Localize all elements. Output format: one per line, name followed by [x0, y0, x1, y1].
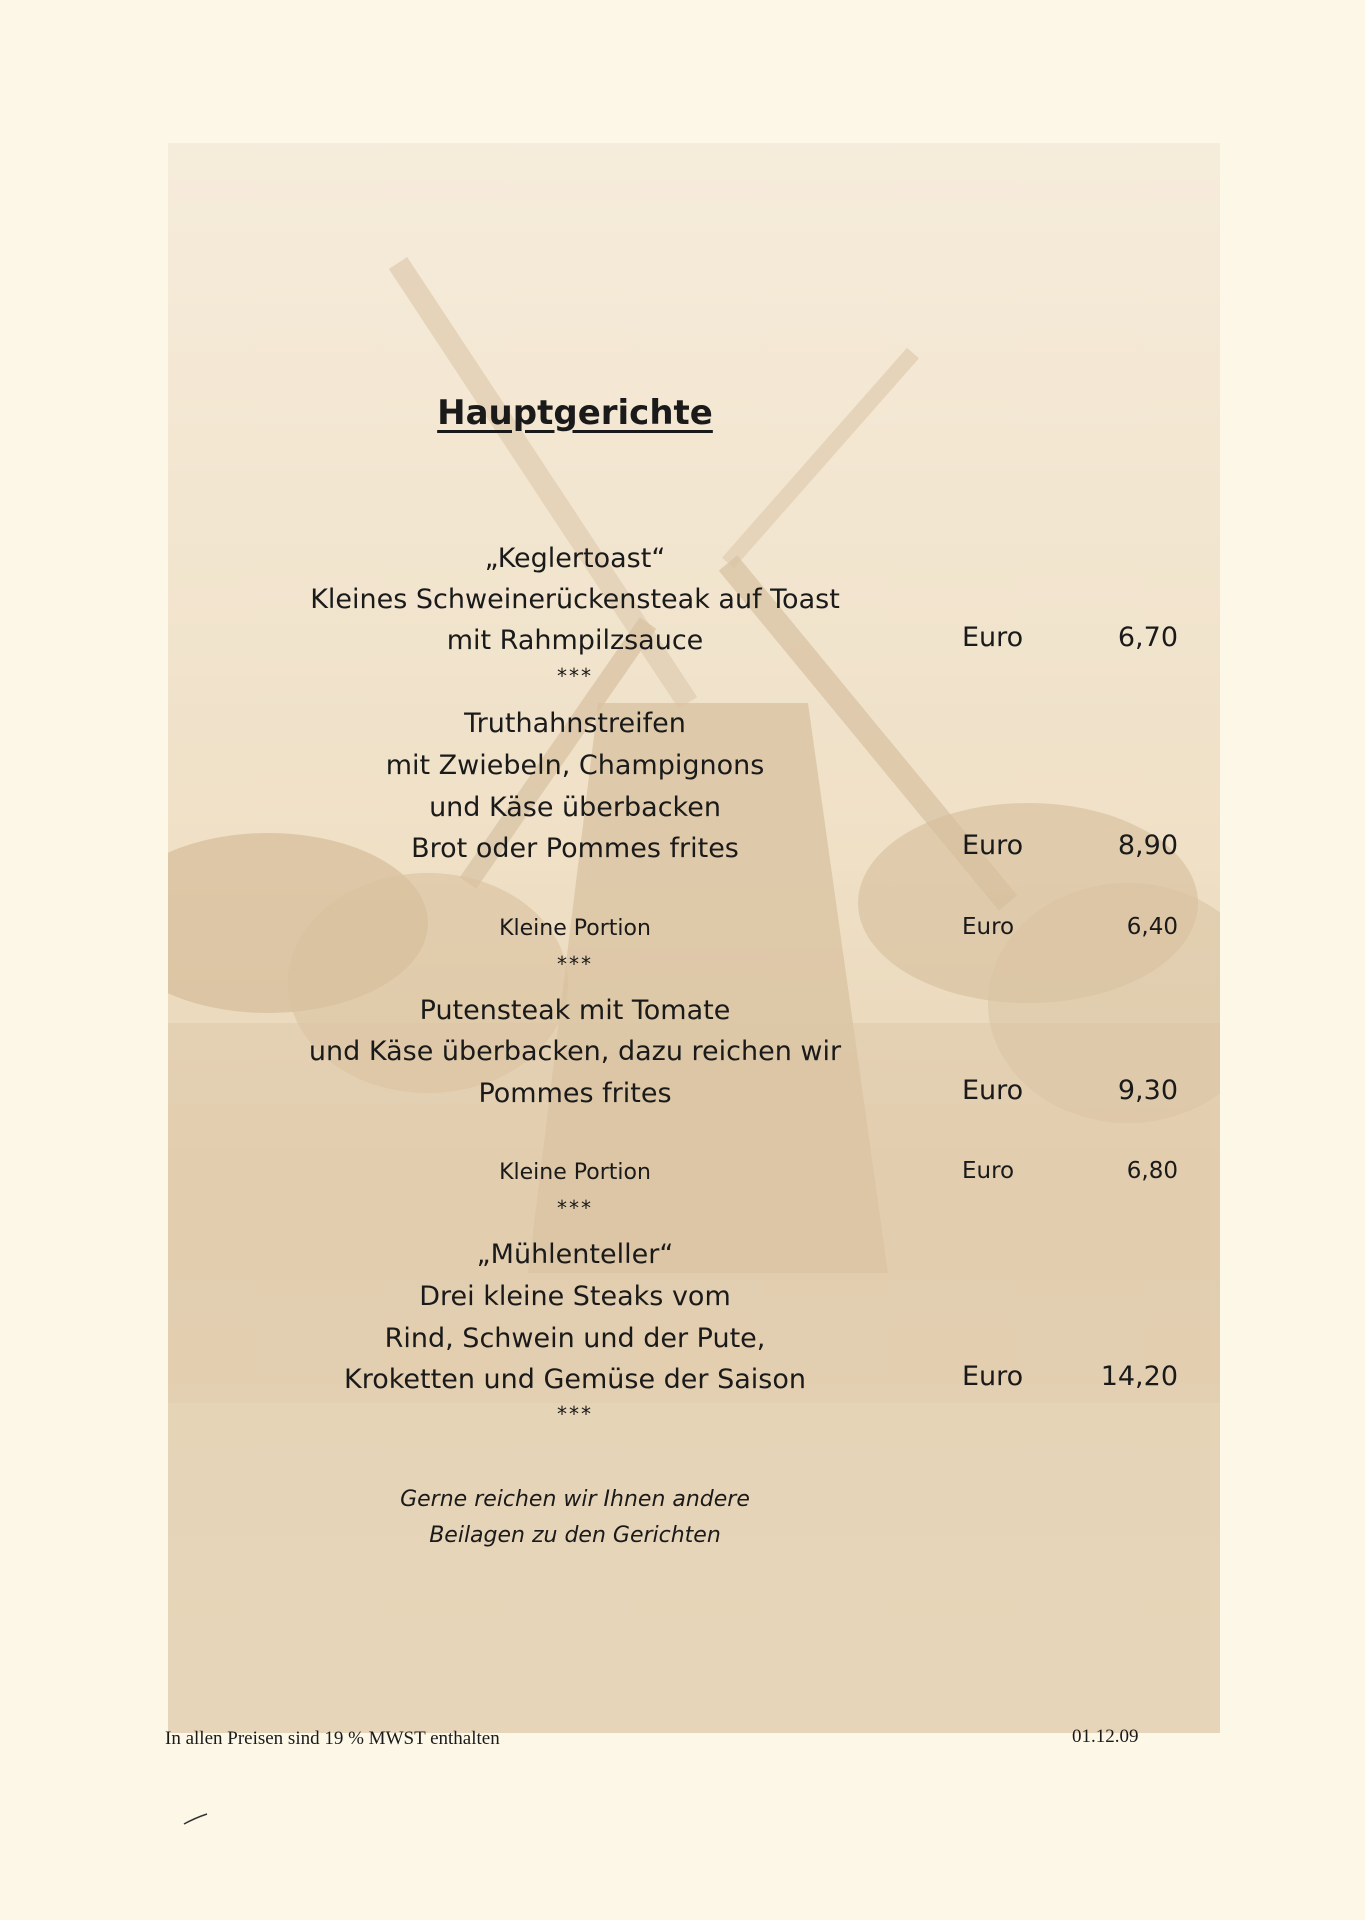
- separator-stars: ***: [557, 664, 593, 688]
- side-dish-note-line-1: Gerne reichen wir Ihnen andere: [400, 1487, 750, 1512]
- vat-note: In allen Preisen sind 19 % MWST enthalten: [165, 1728, 500, 1749]
- dish-truthahn-line-2: mit Zwiebeln, Champignons: [385, 750, 765, 781]
- page-title: Hauptgerichte: [437, 393, 713, 433]
- dish-putensteak-line-1: Putensteak mit Tomate: [419, 995, 731, 1026]
- dish-putensteak-currency: Euro: [962, 1075, 1024, 1106]
- dish-keglertoast-name: „Keglertoast“: [484, 543, 666, 574]
- dish-putensteak-small-price: 6,80: [1126, 1158, 1178, 1184]
- dish-muehlenteller-price: 14,20: [1100, 1361, 1178, 1392]
- dish-putensteak-line-2: und Käse überbacken, dazu reichen wir: [308, 1036, 842, 1067]
- separator-stars: ***: [557, 1196, 593, 1220]
- dish-muehlenteller-line-2: Rind, Schwein und der Pute,: [384, 1323, 766, 1354]
- dish-keglertoast-price: 6,70: [1117, 622, 1178, 653]
- dish-truthahn-line-4: Brot oder Pommes frites: [411, 833, 739, 864]
- dish-muehlenteller-currency: Euro: [962, 1361, 1024, 1392]
- dish-muehlenteller-line-1: Drei kleine Steaks vom: [419, 1281, 731, 1312]
- dish-putensteak-small-label: Kleine Portion: [499, 1160, 651, 1185]
- dish-keglertoast-currency: Euro: [962, 622, 1024, 653]
- dish-truthahn-small-currency: Euro: [962, 914, 1015, 940]
- dish-keglertoast-line-2: mit Rahmpilzsauce: [446, 625, 704, 656]
- separator-stars: ***: [557, 952, 593, 976]
- dish-putensteak-small-currency: Euro: [962, 1158, 1015, 1184]
- dish-muehlenteller-line-3: Kroketten und Gemüse der Saison: [344, 1364, 806, 1395]
- dish-truthahn-small-price: 6,40: [1126, 914, 1178, 940]
- dish-putensteak-line-3: Pommes frites: [478, 1078, 672, 1109]
- dish-truthahn-small-label: Kleine Portion: [499, 916, 651, 941]
- menu-date: 01.12.09: [1072, 1726, 1139, 1747]
- dish-putensteak-price: 9,30: [1117, 1075, 1178, 1106]
- dish-truthahn-currency: Euro: [962, 830, 1024, 861]
- pen-mark-icon: [183, 1812, 208, 1826]
- side-dish-note-line-2: Beilagen zu den Gerichten: [429, 1523, 721, 1548]
- dish-keglertoast-line-1: Kleines Schweinerückensteak auf Toast: [310, 584, 840, 615]
- dish-truthahn-price: 8,90: [1117, 830, 1178, 861]
- dish-truthahn-line-3: und Käse überbacken: [429, 792, 721, 823]
- separator-stars: ***: [557, 1402, 593, 1426]
- dish-truthahn-line-1: Truthahnstreifen: [464, 708, 686, 739]
- dish-muehlenteller-name: „Mühlenteller“: [476, 1239, 674, 1270]
